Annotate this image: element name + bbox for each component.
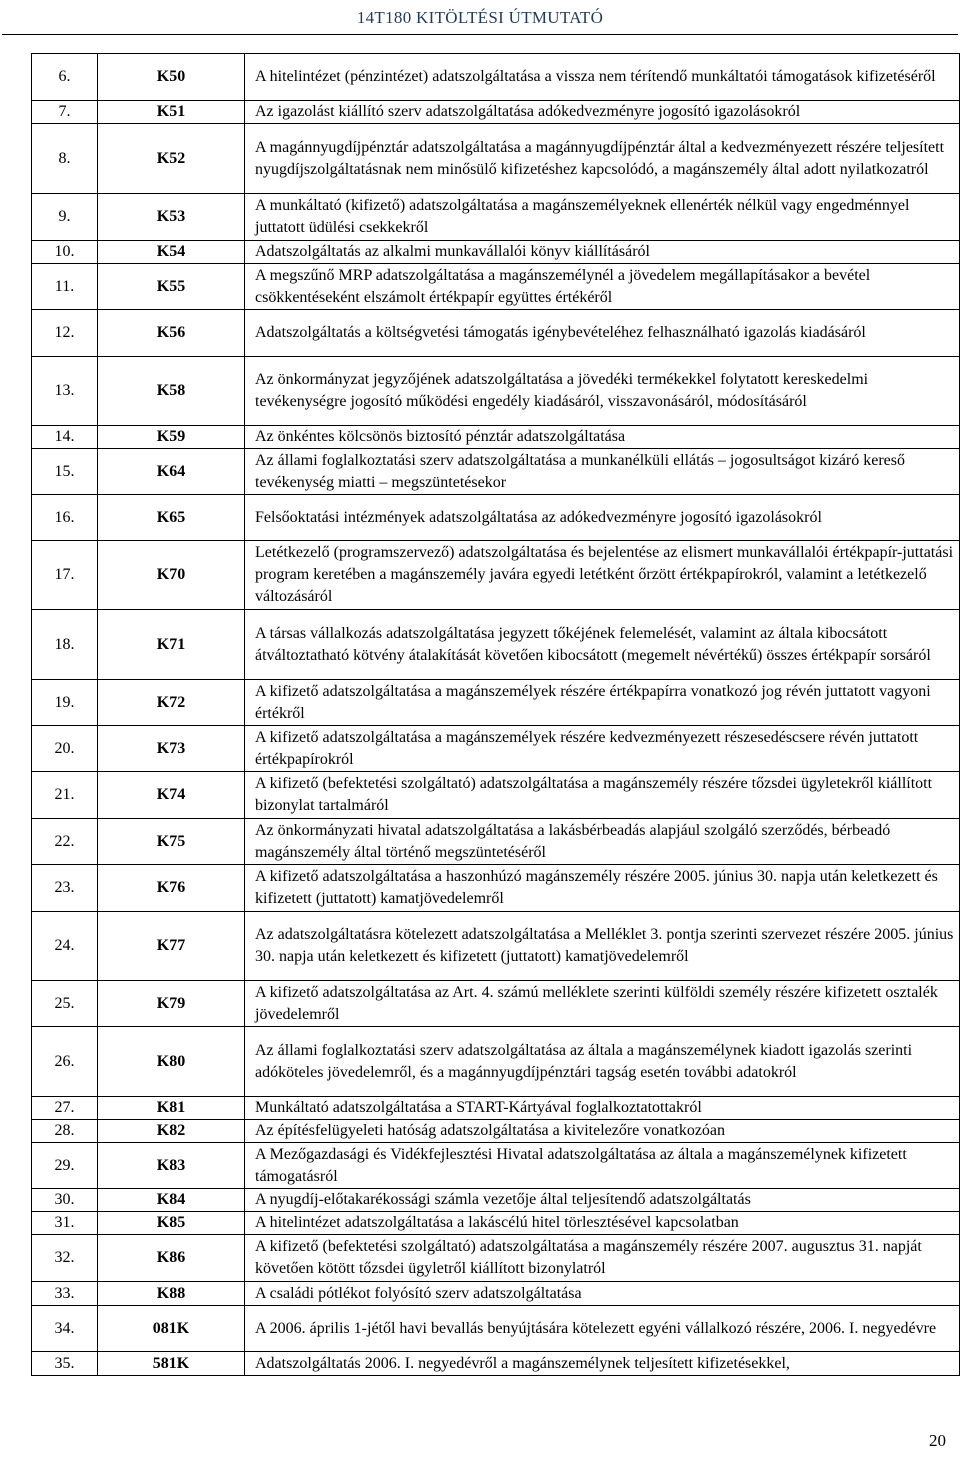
table-row	[32, 124, 960, 194]
row-number: 6.	[32, 54, 98, 101]
row-code: K73	[98, 726, 245, 772]
table-row	[32, 1282, 960, 1306]
row-description: Letétkezelő (programszervező) adatszolgáltatása és bejelentése az elismert munkavállalói értékpapír-juttatási program keretében a magánszemély javára egyedi letétként őrzött értékpapírokról, valamint a letétkezelő változásáról	[245, 541, 960, 610]
row-code: K74	[98, 772, 245, 819]
table-row	[32, 1097, 960, 1120]
row-code: K51	[98, 101, 245, 124]
row-number: 19.	[32, 680, 98, 726]
row-number: 17.	[32, 541, 98, 610]
table-row	[32, 1189, 960, 1212]
row-description: Az állami foglalkoztatási szerv adatszolgáltatása az általa a magánszemélynek kiadott igazolás szerinti adóköteles jövedelemről, és a magánnyugdíjpénztári tagság esetén további adatokról	[245, 1027, 960, 1097]
row-number: 27.	[32, 1097, 98, 1120]
row-code: K50	[98, 54, 245, 101]
row-number: 34.	[32, 1306, 98, 1352]
row-description: Adatszolgáltatás a költségvetési támogatás igénybevételéhez felhasználható igazolás kiadásáról	[245, 310, 960, 357]
row-code: K83	[98, 1143, 245, 1189]
row-description: A kifizető adatszolgáltatása a magánszemélyek részére értékpapírra vonatkozó jog révén juttatott vagyoni értékről	[245, 680, 960, 726]
row-number: 10.	[32, 241, 98, 264]
row-code: K82	[98, 1120, 245, 1143]
row-number: 25.	[32, 981, 98, 1027]
row-code: K52	[98, 124, 245, 194]
table-row	[32, 726, 960, 772]
row-description: A Mezőgazdasági és Vidékfejlesztési Hivatal adatszolgáltatása az általa a magánszemélynek kifizetett támogatásról	[245, 1143, 960, 1189]
row-code: K65	[98, 495, 245, 541]
table-row	[32, 1143, 960, 1189]
table-row	[32, 310, 960, 357]
row-description: Munkáltató adatszolgáltatása a START-Kártyával foglalkoztatottakról	[245, 1097, 960, 1120]
table-row	[32, 610, 960, 680]
row-description: A hitelintézet (pénzintézet) adatszolgáltatása a vissza nem térítendő munkáltatói támogatások kifizetéséről	[245, 54, 960, 101]
row-number: 28.	[32, 1120, 98, 1143]
row-code: K72	[98, 680, 245, 726]
row-number: 9.	[32, 194, 98, 241]
page-header: 14T180 KITÖLTÉSI ÚTMUTATÓ	[356, 8, 604, 27]
row-description: Az építésfelügyeleti hatóság adatszolgáltatása a kivitelezőre vonatkozóan	[245, 1120, 960, 1143]
row-description: Felsőoktatási intézmények adatszolgáltatása az adókedvezményre jogosító igazolásokról	[245, 495, 960, 541]
row-number: 22.	[32, 819, 98, 865]
table-row	[32, 1306, 960, 1352]
form-code-table	[31, 53, 960, 1376]
table-row	[32, 241, 960, 264]
row-description: Az önkormányzat jegyzőjének adatszolgáltatása a jövedéki termékekkel folytatott kereskedelmi tevékenységre jogosító működési engedély kiadásáról, visszavonásáról, módosításáról	[245, 357, 960, 426]
table-row	[32, 495, 960, 541]
table-body	[32, 54, 960, 1376]
row-description: A kifizető adatszolgáltatása az Art. 4. számú melléklete szerinti külföldi személy részére kifizetett osztalék jövedelemről	[245, 981, 960, 1027]
row-description: A kifizető (befektetési szolgáltató) adatszolgáltatása a magánszemély részére 2007. augusztus 31. napját követően kötött tőzsdei ügyletről kiállított bizonylatról	[245, 1235, 960, 1282]
row-code: K64	[98, 449, 245, 495]
row-description: A hitelintézet adatszolgáltatása a lakáscélú hitel törlesztésével kapcsolatban	[245, 1212, 960, 1235]
row-number: 23.	[32, 865, 98, 912]
row-description: Az igazolást kiállító szerv adatszolgáltatása adókedvezményre jogosító igazolásokról	[245, 101, 960, 124]
row-number: 7.	[32, 101, 98, 124]
table-row	[32, 264, 960, 310]
table-row	[32, 1212, 960, 1235]
row-description: Az önkormányzati hivatal adatszolgáltatása a lakásbérbeadás alapjául szolgáló szerződés, bérbeadó magánszemély által történő megszüntetéséről	[245, 819, 960, 865]
table-row	[32, 541, 960, 610]
row-code: 581K	[98, 1352, 245, 1376]
row-description: A kifizető adatszolgáltatása a haszonhúzó magánszemély részére 2005. június 30. napja után keletkezett és kifizetett (juttatott) kamatjövedelemről	[245, 865, 960, 912]
row-number: 32.	[32, 1235, 98, 1282]
row-code: K59	[98, 426, 245, 449]
row-number: 15.	[32, 449, 98, 495]
row-code: K76	[98, 865, 245, 912]
table-row	[32, 680, 960, 726]
row-number: 33.	[32, 1282, 98, 1306]
row-description: Az adatszolgáltatásra kötelezett adatszolgáltatása a Melléklet 3. pontja szerinti szervezet részére 2005. június 30. napja után keletkezett és kifizetett (juttatott) kamatjövedelemről	[245, 912, 960, 981]
header-divider	[2, 34, 958, 35]
table-row	[32, 1352, 960, 1376]
row-number: 12.	[32, 310, 98, 357]
row-number: 8.	[32, 124, 98, 194]
row-number: 31.	[32, 1212, 98, 1235]
row-code: K84	[98, 1189, 245, 1212]
row-code: K71	[98, 610, 245, 680]
table-row	[32, 1235, 960, 1282]
table-row	[32, 819, 960, 865]
row-description: A megszűnő MRP adatszolgáltatása a magánszemélynél a jövedelem megállapításakor a bevétel csökkentéseként elszámolt értékpapír együttes értékéről	[245, 264, 960, 310]
row-code: K86	[98, 1235, 245, 1282]
table-row	[32, 101, 960, 124]
row-description: Adatszolgáltatás 2006. I. negyedévről a magánszemélynek teljesített kifizetésekkel,	[245, 1352, 960, 1376]
row-code: 081K	[98, 1306, 245, 1352]
row-number: 16.	[32, 495, 98, 541]
row-description: A kifizető (befektetési szolgáltató) adatszolgáltatása a magánszemély részére tőzsdei ügyletekről kiállított bizonylat tartalmáról	[245, 772, 960, 819]
row-number: 14.	[32, 426, 98, 449]
table-row	[32, 54, 960, 101]
row-code: K58	[98, 357, 245, 426]
table-row	[32, 426, 960, 449]
table-row	[32, 357, 960, 426]
row-code: K75	[98, 819, 245, 865]
row-number: 21.	[32, 772, 98, 819]
row-description: A társas vállalkozás adatszolgáltatása jegyzett tőkéjének felemelését, valamint az általa kibocsátott átváltoztatható kötvény átalakítását követően kibocsátott (megemelt névértékű) összes értékpapír sorsáról	[245, 610, 960, 680]
table-row	[32, 772, 960, 819]
row-code: K55	[98, 264, 245, 310]
table-row	[32, 981, 960, 1027]
row-code: K53	[98, 194, 245, 241]
row-number: 29.	[32, 1143, 98, 1189]
row-number: 11.	[32, 264, 98, 310]
row-code: K81	[98, 1097, 245, 1120]
row-description: A munkáltató (kifizető) adatszolgáltatása a magánszemélyeknek ellenérték nélkül vagy engedménnyel juttatott üdülési csekkekről	[245, 194, 960, 241]
table-row	[32, 194, 960, 241]
row-description: A magánnyugdíjpénztár adatszolgáltatása a magánnyugdíjpénztár által a kedvezményezett részére teljesített nyugdíjszolgáltatásnak nem minősülő kifizetéshez kapcsolódó, a magánszemély által adott nyilatkozatról	[245, 124, 960, 194]
table-row	[32, 1120, 960, 1143]
table-row	[32, 865, 960, 912]
row-code: K56	[98, 310, 245, 357]
row-description: A kifizető adatszolgáltatása a magánszemélyek részére kedvezményezett részesedéscsere révén juttatott értékpapírokról	[245, 726, 960, 772]
table-row	[32, 912, 960, 981]
row-number: 13.	[32, 357, 98, 426]
table-row	[32, 1027, 960, 1097]
row-description: Adatszolgáltatás az alkalmi munkavállalói könyv kiállításáról	[245, 241, 960, 264]
table-row	[32, 449, 960, 495]
row-number: 26.	[32, 1027, 98, 1097]
row-code: K79	[98, 981, 245, 1027]
row-code: K54	[98, 241, 245, 264]
row-number: 24.	[32, 912, 98, 981]
page-number: 20	[929, 1431, 946, 1450]
row-code: K88	[98, 1282, 245, 1306]
row-description: Az önkéntes kölcsönös biztosító pénztár adatszolgáltatása	[245, 426, 960, 449]
row-description: A családi pótlékot folyósító szerv adatszolgáltatása	[245, 1282, 960, 1306]
row-code: K77	[98, 912, 245, 981]
row-code: K70	[98, 541, 245, 610]
row-description: Az állami foglalkoztatási szerv adatszolgáltatása a munkanélküli ellátás – jogosultságot kizáró kereső tevékenység miatti – megszüntetésekor	[245, 449, 960, 495]
row-code: K80	[98, 1027, 245, 1097]
row-number: 20.	[32, 726, 98, 772]
row-description: A nyugdíj-előtakarékossági számla vezetője által teljesítendő adatszolgáltatás	[245, 1189, 960, 1212]
row-number: 30.	[32, 1189, 98, 1212]
row-description: A 2006. április 1-jétől havi bevallás benyújtására kötelezett egyéni vállalkozó részére, 2006. I. negyedévre	[245, 1306, 960, 1352]
row-number: 35.	[32, 1352, 98, 1376]
row-code: K85	[98, 1212, 245, 1235]
row-number: 18.	[32, 610, 98, 680]
